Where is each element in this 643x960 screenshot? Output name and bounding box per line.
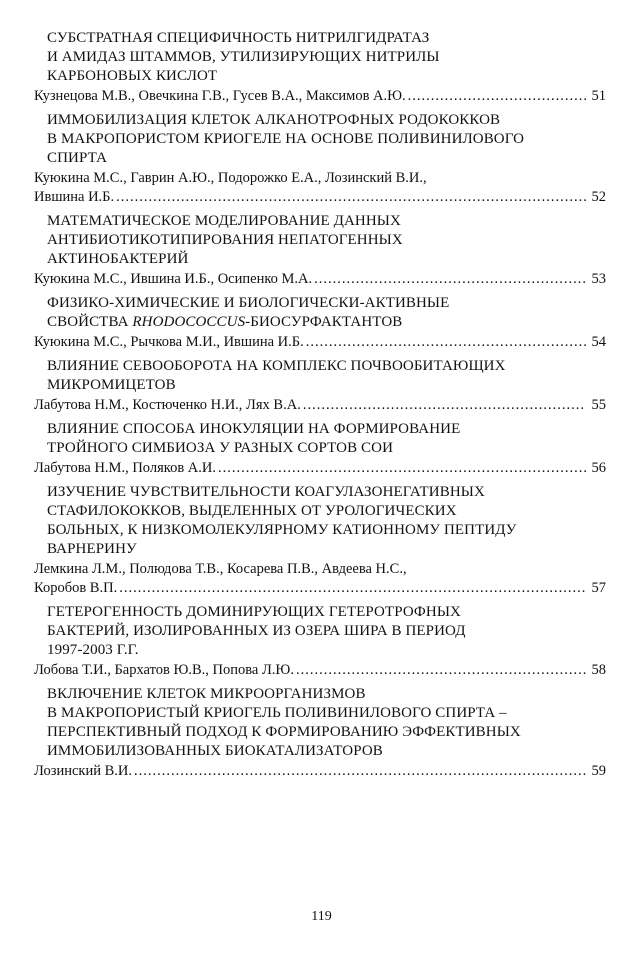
dot-leader bbox=[408, 87, 586, 106]
toc-entry bbox=[34, 212, 614, 289]
entry-title-text: ФИЗИКО-ХИМИЧЕСКИЕ И БИОЛОГИЧЕСКИ-АКТИВНЫЕ СВОЙСТВА bbox=[47, 295, 450, 330]
dot-leader bbox=[303, 396, 586, 415]
entry-authors bbox=[34, 560, 614, 598]
dot-leader bbox=[116, 188, 586, 207]
toc-entry bbox=[34, 483, 614, 598]
toc-entry bbox=[34, 111, 614, 207]
toc-entry bbox=[34, 357, 614, 415]
entry-authors bbox=[34, 169, 614, 207]
authors-leader-line bbox=[34, 459, 606, 478]
entry-authors bbox=[34, 396, 614, 415]
authors-leader-line bbox=[34, 762, 606, 781]
dot-leader bbox=[314, 270, 586, 289]
authors-line: Куюкина М.С., Гаврин А.Ю., Подорожко Е.А., Лозинский В.И., bbox=[34, 170, 427, 186]
entry-page-number[interactable]: 56 bbox=[591, 460, 606, 476]
entry-title: ИЗУЧЕНИЕ ЧУВСТВИТЕЛЬНОСТИ КОАГУЛАЗОНЕГАТИВНЫХ СТАФИЛОКОККОВ, ВЫДЕЛЕННЫХ ОТ УРОЛОГИЧЕСКИХ БОЛЬНЫХ, К НИЗКОМОЛЕКУЛЯРНОМУ КАТИОННОМУ ПЕПТИДУ ВАРНЕРИНУ bbox=[47, 484, 517, 557]
authors-line: Лозинский В.И. bbox=[34, 763, 132, 779]
entry-title-italic: RHODOCOCCUS bbox=[132, 314, 246, 330]
authors-leader-line bbox=[34, 87, 606, 106]
dot-leader bbox=[119, 579, 586, 598]
dot-leader bbox=[218, 459, 586, 478]
entry-page-number[interactable]: 57 bbox=[591, 580, 606, 596]
entry-title: СУБСТРАТНАЯ СПЕЦИФИЧНОСТЬ НИТРИЛГИДРАТАЗ И АМИДАЗ ШТАММОВ, УТИЛИЗИРУЮЩИХ НИТРИЛЫ КАРБОНОВЫХ КИСЛОТ bbox=[47, 30, 440, 84]
toc-entry bbox=[34, 685, 614, 781]
entry-page-number[interactable]: 52 bbox=[591, 189, 606, 205]
entry-title: ГЕТЕРОГЕННОСТЬ ДОМИНИРУЮЩИХ ГЕТЕРОТРОФНЫХ БАКТЕРИЙ, ИЗОЛИРОВАННЫХ ИЗ ОЗЕРА ШИРА В ПЕРИОД 1997-2003 Г.Г. bbox=[47, 604, 466, 658]
entry-page-number[interactable]: 53 bbox=[591, 271, 606, 287]
authors-line: Лабутова Н.М., Костюченко Н.И., Лях В.А. bbox=[34, 397, 301, 413]
entry-title: ВЛИЯНИЕ СЕВООБОРОТА НА КОМПЛЕКС ПОЧВООБИТАЮЩИХ МИКРОМИЦЕТОВ bbox=[47, 358, 506, 393]
entry-page-number[interactable]: 51 bbox=[591, 88, 606, 104]
entry-title-text: -БИОСУРФАКТАНТОВ bbox=[245, 314, 403, 330]
entry-page-number[interactable]: 54 bbox=[591, 334, 606, 350]
toc-entry bbox=[34, 420, 614, 478]
entry-authors bbox=[34, 270, 614, 289]
authors-line: Куюкина М.С., Ившина И.Б., Осипенко М.А. bbox=[34, 271, 313, 287]
entry-authors bbox=[34, 661, 614, 680]
authors-line: Лабутова Н.М., Поляков А.И. bbox=[34, 460, 216, 476]
authors-leader-line bbox=[34, 270, 606, 289]
toc-entry bbox=[34, 603, 614, 680]
entry-page-number[interactable]: 59 bbox=[591, 763, 606, 779]
dot-leader bbox=[296, 661, 586, 680]
toc-entry bbox=[34, 29, 614, 106]
entry-title: ВКЛЮЧЕНИЕ КЛЕТОК МИКРООРГАНИЗМОВ В МАКРОПОРИСТЫЙ КРИОГЕЛЬ ПОЛИВИНИЛОВОГО СПИРТА – ПЕРСПЕКТИВНЫЙ ПОДХОД К ФОРМИРОВАНИЮ ЭФФЕКТИВНЫХ ИММОБИЛИЗОВАННЫХ БИОКАТАЛИЗАТОРОВ bbox=[47, 686, 521, 759]
authors-line: Куюкина М.С., Рычкова М.И., Ившина И.Б. bbox=[34, 334, 304, 350]
authors-leader-line bbox=[34, 396, 606, 415]
entry-title: ВЛИЯНИЕ СПОСОБА ИНОКУЛЯЦИИ НА ФОРМИРОВАНИЕ ТРОЙНОГО СИМБИОЗА У РАЗНЫХ СОРТОВ СОИ bbox=[47, 421, 461, 456]
entry-page-number[interactable]: 55 bbox=[591, 397, 606, 413]
entry-title: ИММОБИЛИЗАЦИЯ КЛЕТОК АЛКАНОТРОФНЫХ РОДОКОККОВ В МАКРОПОРИСТОМ КРИОГЕЛЕ НА ОСНОВЕ ПОЛИВИНИЛОВОГО СПИРТА bbox=[47, 112, 525, 166]
authors-line: Ившина И.Б. bbox=[34, 189, 115, 205]
authors-line: Кузнецова М.В., Овечкина Г.В., Гусев В.А., Максимов А.Ю. bbox=[34, 88, 406, 104]
entry-authors bbox=[34, 762, 614, 781]
entry-title bbox=[47, 294, 614, 332]
authors-leader-line bbox=[34, 579, 606, 598]
entry-title: МАТЕМАТИЧЕСКОЕ МОДЕЛИРОВАНИЕ ДАННЫХ АНТИБИОТИКОТИПИРОВАНИЯ НЕПАТОГЕННЫХ АКТИНОБАКТЕРИЙ bbox=[47, 213, 403, 267]
entry-page-number[interactable]: 58 bbox=[591, 662, 606, 678]
entry-authors bbox=[34, 87, 614, 106]
toc-entry bbox=[34, 294, 614, 352]
table-of-contents bbox=[34, 29, 614, 786]
authors-line: Лемкина Л.М., Полюдова Т.В., Косарева П.В., Авдеева Н.С., bbox=[34, 561, 407, 577]
authors-leader-line bbox=[34, 333, 606, 352]
dot-leader bbox=[134, 762, 586, 781]
dot-leader bbox=[306, 333, 586, 352]
authors-leader-line bbox=[34, 188, 606, 207]
entry-authors bbox=[34, 459, 614, 478]
authors-line: Коробов В.П. bbox=[34, 580, 118, 596]
authors-line: Лобова Т.И., Бархатов Ю.В., Попова Л.Ю. bbox=[34, 662, 294, 678]
authors-leader-line bbox=[34, 661, 606, 680]
page-number: 119 bbox=[311, 909, 332, 924]
entry-authors bbox=[34, 333, 614, 352]
